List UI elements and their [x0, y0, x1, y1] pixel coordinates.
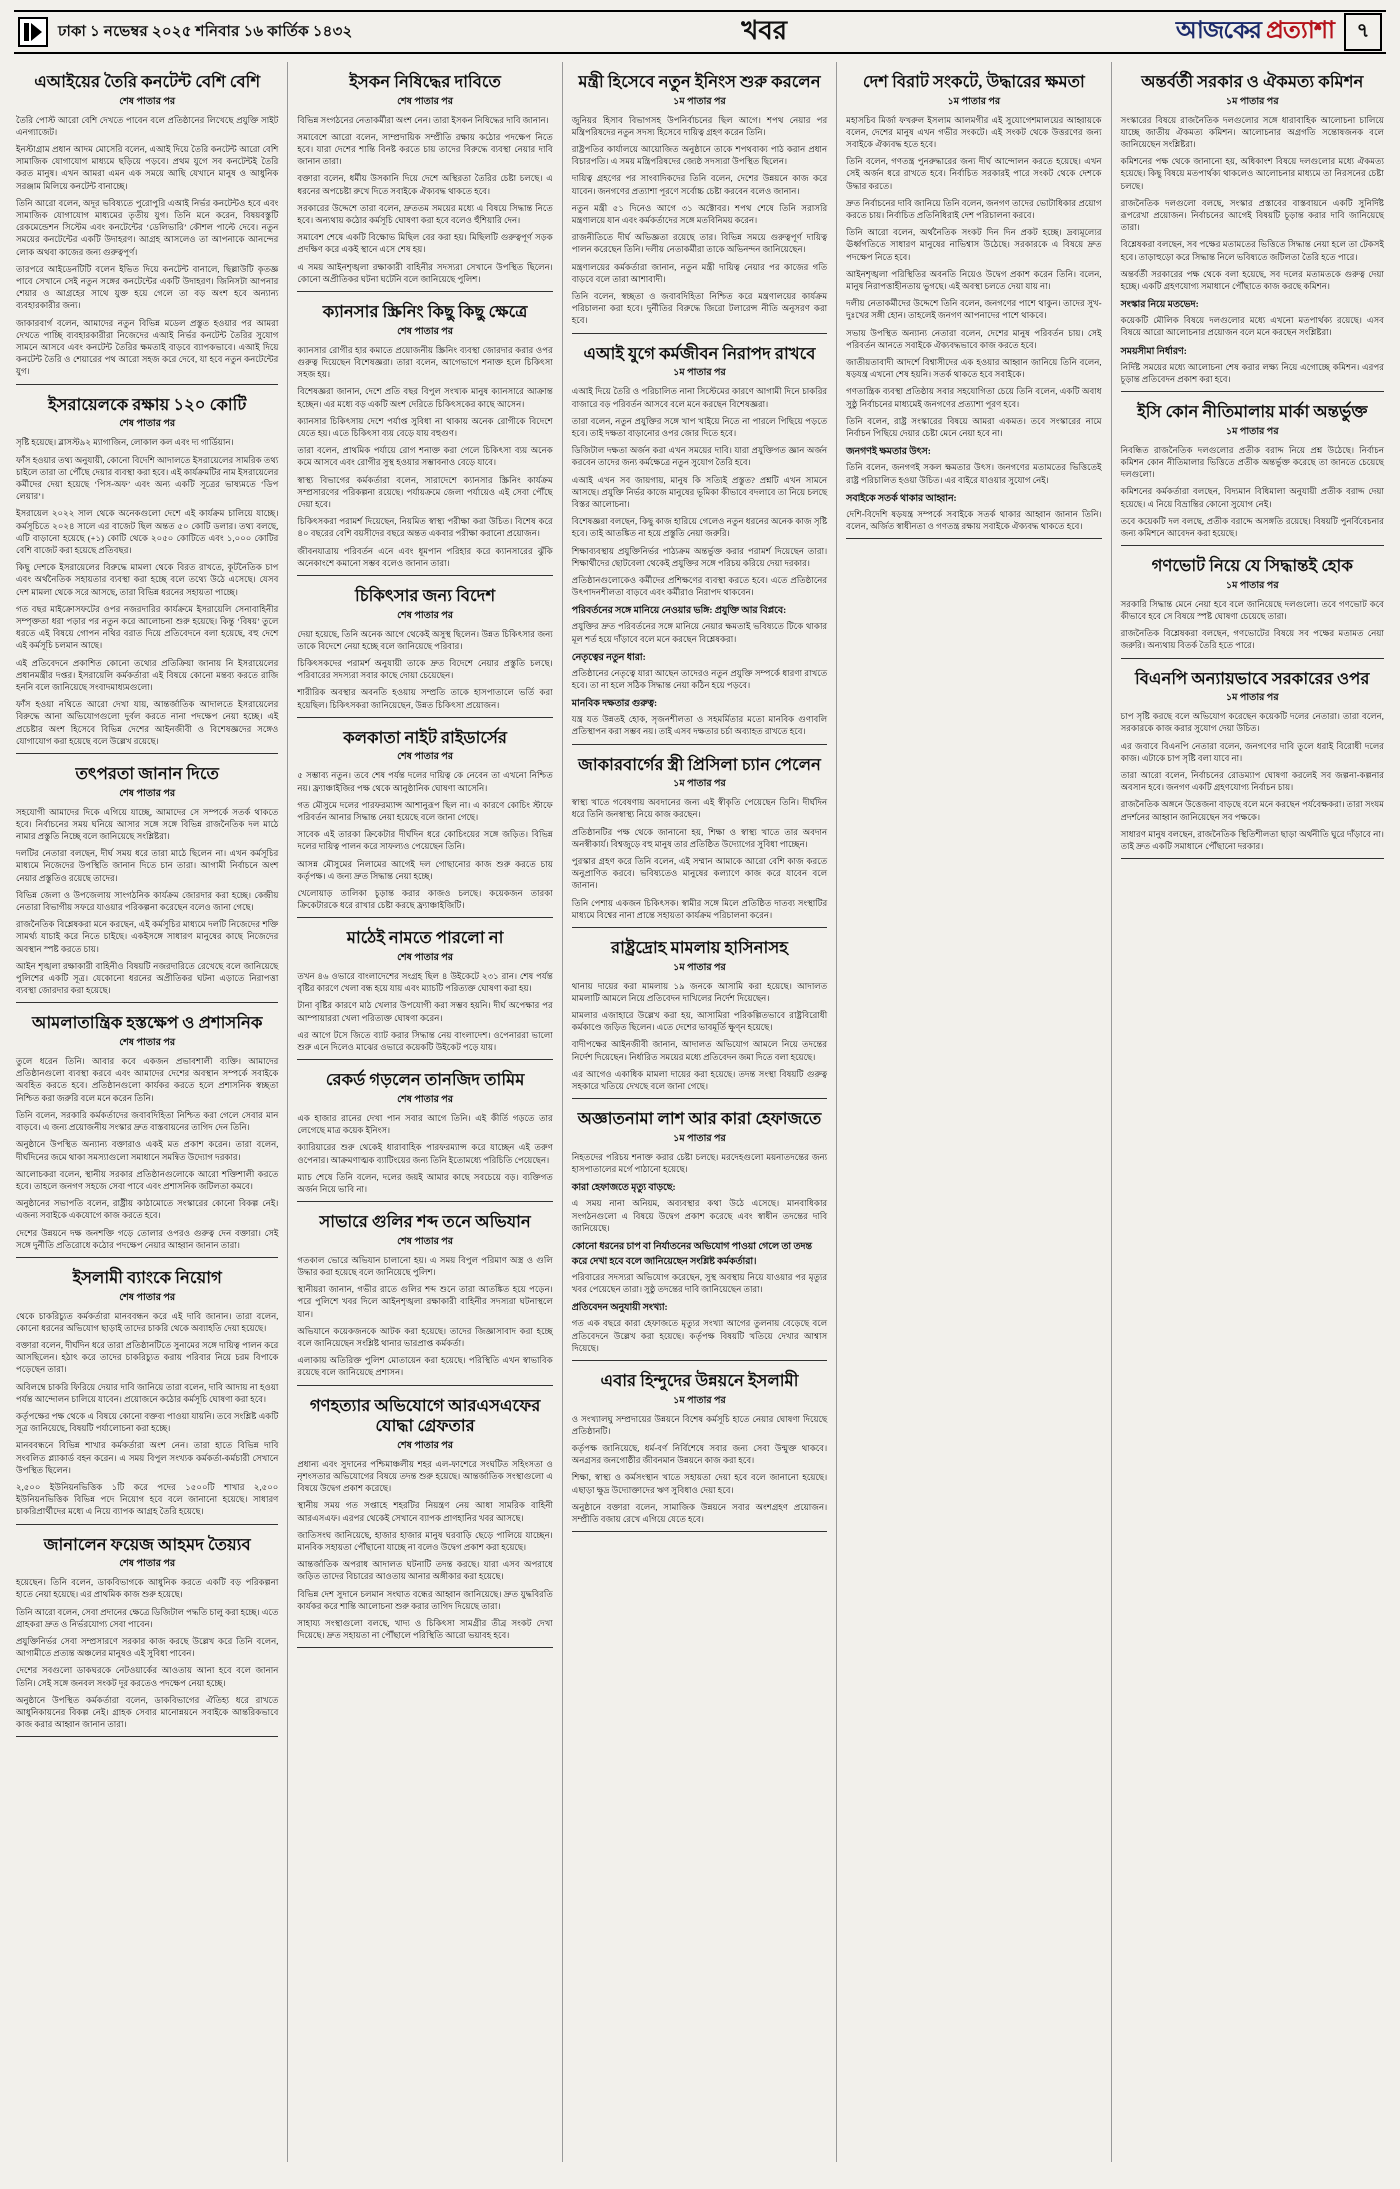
article — [297, 72, 552, 292]
continued-from-label: শেষ পাতার পর — [119, 1291, 176, 1303]
article-paragraph: শারীরিক অবস্থার অবনতি হওয়ায় সম্প্রতি তাকে হাসপাতালে ভর্তি করা হয়েছিল। চিকিৎসকরা জানিয়েছেন, উন্নত চিকিৎসা প্রয়োজন। — [297, 687, 553, 710]
article — [16, 764, 278, 1003]
divider — [1121, 858, 1384, 859]
continued-from-label: ১ম পাতার পর — [673, 778, 726, 790]
article-headline: গণহত্যার অভিযোগে আরএসএফের যোদ্ধা গ্রেফতার — [309, 1395, 541, 1436]
continued-from-label: ১ম পাতার পর — [673, 1132, 726, 1144]
article-paragraph: খেলোয়াড় তালিকা চূড়ান্ত করার কাজও চলছে। কয়েকজন তারকা ক্রিকেটারকে ধরে রাখার চেষ্টা করছে ফ্র্যাঞ্চাইজিটি। — [297, 888, 553, 911]
article-headline: ক্যানসার স্ক্রিনিং কিছু কিছু ক্ষেত্রে — [322, 302, 528, 322]
continued-from-label: শেষ পাতার পর — [119, 787, 176, 799]
divider — [297, 1647, 552, 1648]
article-headline: গণভোট নিয়ে যে সিদ্ধান্তই হোক — [1151, 556, 1353, 576]
continued-from-label: শেষ পাতার পর — [119, 418, 176, 430]
article-paragraph: তিনি আরো বলেন, অর্থনৈতিক সংকট দিন দিন প্রকট হচ্ছে। দ্রব্যমূল্যের ঊর্ধ্বগতিতে সাধারণ মানুষের নাভিশ্বাস উঠেছে। সরকারকে এ বিষয়ে দ্রুত পদক্ষেপ নিতে হবে। — [846, 227, 1102, 262]
article-paragraph: ক্যানসার চিকিৎসায় দেশে পর্যাপ্ত সুবিধা না থাকায় অনেক রোগীকে বিদেশে যেতে হয়। এতে চিকিৎসা ব্যয় বেড়ে যায় বহুগুণ। — [297, 415, 553, 438]
divider — [846, 538, 1101, 539]
article-paragraph: সংস্কারের বিষয়ে রাজনৈতিক দলগুলোর সঙ্গে ধারাবাহিক আলোচনা চালিয়ে যাচ্ছে জাতীয় ঐকমত্য কমিশন। আলোচনার অগ্রগতি সন্তোষজনক বলে জানিয়েছেন সংশ্লিষ্টরা। — [1120, 114, 1384, 150]
article-headline: জানালেন ফয়েজ আহমদ তৈয়্যব — [43, 1534, 251, 1554]
article-paragraph: দলটির নেতারা বলছেন, দীর্ঘ সময় ধরে তারা মাঠে ছিলেন না। এখন কর্মসূচির মাধ্যমে নিজেদের উপস্থিতি জানান দিতে চান তারা। আগামী নির্বাচনে অংশ নেয়ার প্রস্তুতিও রয়েছে তাদের। — [16, 848, 279, 883]
article-paragraph: তবে কয়েকটি দল বলছে, প্রতীক বরাদ্দে অসঙ্গতি রয়েছে। বিষয়টি পুনর্বিবেচনার জন্য কমিশনে আবেদন করা হয়েছে। — [1120, 515, 1384, 538]
article-paragraph: পরিবারের সদস্যরা অভিযোগ করেছেন, সুস্থ অবস্থায় নিয়ে যাওয়ার পর মৃত্যুর খবর পেয়েছেন তারা। সুষ্ঠু তদন্তের দাবি জানিয়েছেন তারা। — [571, 1271, 828, 1295]
article-paragraph: অনুষ্ঠানে বক্তারা বলেন, সামাজিক উন্নয়নে সবার অংশগ্রহণ প্রয়োজন। সম্প্রীতি বজায় রেখে এগিয়ে যেতে হবে। — [571, 1501, 828, 1524]
article-paragraph: এ সময় আইনশৃঙ্খলা রক্ষাকারী বাহিনীর সদস্যরা সেখানে উপস্থিত ছিলেন। কোনো অপ্রীতিকর ঘটনা ঘটেনি বলে জানিয়েছে পুলিশ। — [297, 261, 553, 284]
article-paragraph: কমিশনের পক্ষ থেকে জানানো হয়, অধিকাংশ বিষয়ে দলগুলোর মধ্যে ঐকমত্য হয়েছে। কিছু বিষয়ে মতপার্থক্য থাকলেও আলোচনার মাধ্যমে তা নিরসনের চেষ্টা চলছে। — [1120, 156, 1384, 191]
continued-from-label: শেষ পাতার পর — [397, 952, 454, 964]
continued-from-label: ১ম পাতার পর — [947, 95, 1001, 107]
article — [16, 1268, 278, 1525]
article-paragraph: নিবন্ধিত রাজনৈতিক দলগুলোর প্রতীক বরাদ্দ নিয়ে প্রশ্ন উঠেছে। নির্বাচন কমিশন কোন নীতিমালার ভিত্তিতে প্রতীক অন্তর্ভুক্ত করেছে তা জানতে চেয়েছে দলগুলো। — [1120, 444, 1384, 480]
article-paragraph: দায়িত্ব গ্রহণের পর সাংবাদিকদের তিনি বলেন, দেশের উন্নয়নে কাজ করে যাবেন। জনগণের প্রত্যাশা পূরণে সর্বোচ্চ চেষ্টা করবেন বলেও জানান। — [571, 173, 828, 196]
article-paragraph: গতকাল ভোরে অভিযান চালানো হয়। এ সময় বিপুল পরিমাণ অস্ত্র ও গুলি উদ্ধার করা হয়েছে বলে জানিয়েছে পুলিশ। — [297, 1254, 553, 1277]
article-subheading: পরিবর্তনের সঙ্গে মানিয়ে নেওয়ার ভঙ্গি: প্রযুক্তি আর বিপ্লবে: — [571, 606, 787, 617]
article-paragraph: অন্তর্বর্তী সরকারের পক্ষ থেকে বলা হয়েছে, সব দলের মতামতকে গুরুত্ব দেয়া হচ্ছে। একটি গ্রহণযোগ্য সমাধানে পৌঁছাতে কাজ করছে কমিশন। — [1120, 268, 1384, 292]
article-paragraph: তারপরে আইডেনটিটি বলেন ইভিত দিয়ে কনটেন্ট বানালে, ছিল্লাউটি কৃতজ্ঞ পাবে সেখানে সেই নতুন সঙ্গের কনটেন্টের একটি উদাহরণ। জিনিসটা আপনার শেয়ার ও আগ্রহের সাথে যুক্ত হয়ে গেলে তা বড় অংশ হবে অন্যান্য ব্যবহারকারীর জন্য। — [16, 263, 279, 311]
article-paragraph: মহাসচিব মির্জা ফখরুল ইসলাম আলমগীর এই সুযোগেশমালয়ের আহ্বায়কে বলেন, দেশের মানুষ এখন গভীর সংকটে। এই সংকট থেকে উত্তরণের জন্য সবাইকে ঐক্যবদ্ধ হতে হবে। — [846, 114, 1102, 150]
article-paragraph: মানববন্ধনে বিভিন্ন শাখার কর্মকর্তারা অংশ নেন। তারা হাতে বিভিন্ন দাবি সংবলিত প্ল্যাকার্ড বহন করেন। এ সময় বিপুল সংখ্যক কর্মকর্তা-কর্মচারী সেখানে উপস্থিত ছিলেন। — [16, 1440, 279, 1475]
masthead-date: ঢাকা ১ নভেম্বর ২০২৫ শনিবার ১৬ কার্তিক ১৪৩২ — [58, 23, 353, 40]
article-headline: এআইয়ের তৈরি কনটেন্ট বেশি বেশি — [34, 72, 261, 91]
article-paragraph: দ্রুত নির্বাচনের দাবি জানিয়ে তিনি বলেন, জনগণ তাদের ভোটাধিকার প্রয়োগ করতে চায়। নির্বাচিত প্রতিনিধিরাই দেশ পরিচালনা করবে। — [846, 197, 1102, 221]
logo-word-2: প্রত্যাশা — [1265, 18, 1334, 44]
newspaper-logo — [1176, 12, 1334, 52]
article-paragraph: টানা বৃষ্টির কারণে মাঠ খেলার উপযোগী করা সম্ভব হয়নি। দীর্ঘ অপেক্ষার পর আম্পায়াররা খেলা পরিত্যক্ত ঘোষণা করেন। — [297, 1000, 553, 1023]
article — [1121, 556, 1384, 658]
divider — [297, 575, 552, 576]
article-paragraph: রাজনৈতিক অঙ্গনে উত্তেজনা বাড়ছে বলে মনে করছেন পর্যবেক্ষকরা। তারা সংযম প্রদর্শনের আহ্বান জানিয়েছেন সব পক্ষকে। — [1120, 799, 1384, 822]
divider — [572, 1360, 827, 1361]
article-paragraph: অনুষ্ঠানের সভাপতি বলেন, রাষ্ট্রীয় কাঠামোতে সংস্কারের কোনো বিকল্প নেই। এজন্য সবাইকে একযোগে কাজ করতে হবে। — [16, 1198, 279, 1221]
article-headline: সাভারে গুলির শব্দ তনে অভিযান — [319, 1212, 531, 1232]
article-headline: মন্ত্রী হিসেবে নতুন ইনিংস শুরু করলেন — [578, 72, 821, 91]
continued-from-label: ১ম পাতার পর — [673, 95, 726, 107]
article — [297, 928, 552, 1060]
article-paragraph: এই প্রতিবেদনে প্রকাশিত কোনো তথ্যের প্রতিক্রিয়া জানায় নি ইসরায়েলের প্রধানমন্ত্রীর দপ্তর। ইসরায়েলি কর্মকর্তারা এই বিষয়ে কোনো মন্তব্য করতে রাজি হননি বলে জানিয়েছে সংবাদমাধ্যমগুলো। — [16, 657, 279, 692]
continued-from-label: শেষ পাতার পর — [397, 95, 454, 107]
continued-from-label: ১ম পাতার পর — [1225, 692, 1279, 704]
article-paragraph: জীবনযাত্রায় পরিবর্তন এনে এবং ধূমপান পরিহার করে ক্যানসারের ঝুঁকি অনেকাংশে কমানো সম্ভব বলেও জানান তারা। — [297, 545, 553, 568]
article-paragraph: সৃষ্টি হয়েছে। ব্লাসস্ট৯২ ম্যাগাজিন, লোকাল কল এবং দ্য গার্ডিয়ান। — [16, 437, 234, 448]
article-subheading: মানবিক দক্ষতার গুরুত্ব: — [571, 699, 658, 710]
article-headline: ইসরায়েলকে রক্ষায় ১২০ কোটি — [48, 394, 247, 414]
article-paragraph: এক হাজার রানের দেখা পান সবার আগে তিনি। এই কীর্তি গড়তে তার লেগেছে মাত্র কয়েক ইনিংস। — [297, 1112, 553, 1136]
article — [16, 395, 278, 754]
article-paragraph: তারা বলেন, নতুন প্রযুক্তির সঙ্গে খাপ খাইয়ে নিতে না পারলে পিছিয়ে পড়তে হবে। তাই দক্ষতা বাড়ানোর ওপর জোর দিতে হবে। — [571, 415, 828, 438]
continued-from-label: ১ম পাতার পর — [1225, 579, 1279, 591]
article — [572, 344, 827, 745]
article — [572, 755, 827, 928]
newspaper-column-3 — [563, 62, 837, 2162]
article-paragraph: জুনিয়র হিসাব বিভাগসহ উপনির্বাচনের ছিল আগে। শপথ নেয়ার পর মন্ত্রিপরিষদের নতুন সদস্য হিসেবে দায়িত্ব গ্রহণ করেন তিনি। — [571, 114, 828, 137]
article-paragraph: তিনি বলেন, স্বচ্ছতা ও জবাবদিহিতা নিশ্চিত করে মন্ত্রণালয়ের কার্যক্রম পরিচালনা করা হবে। দুর্নীতির বিরুদ্ধে জিরো টলারেন্স নীতি অনুসরণ করা হবে। — [571, 291, 828, 326]
continued-from-label: শেষ পাতার পর — [397, 1439, 454, 1451]
article-paragraph: সাবেক এই তারকা ক্রিকেটার দীর্ঘদিন ধরে কোচিংয়ের সঙ্গে জড়িত। বিভিন্ন দলের দায়িত্ব পালন করে সাফল্যও পেয়েছেন তিনি। — [297, 829, 553, 852]
continued-from-label: শেষ পাতার পর — [119, 95, 176, 107]
article — [572, 72, 827, 334]
article-paragraph: ক্যারিয়ারের শুরু থেকেই ধারাবাহিক পারফরম্যান্স করে যাচ্ছেন এই তরুণ ওপেনার। আক্রমণাত্মক ব্যাটিংয়ের জন্য তিনি ইতোমধ্যে পরিচিতি পেয়েছেন। — [297, 1142, 553, 1165]
article-paragraph: কিছু দেশকে ইসরায়েলের বিরুদ্ধে মামলা থেকে বিরত রাখতে, কূটনৈতিক চাপ এবং অর্থনৈতিক সহায়তার ব্যবস্থা করা হচ্ছে বলে তথ্যে উঠে এসেছে। যেসব দেশ মামলা থেকে সরে আসছে, তারা বিভিন্ন ধরনের সহায়তা পাচ্ছে। — [16, 562, 279, 597]
article-paragraph: বক্তারা বলেন, দীর্ঘদিন ধরে তারা প্রতিষ্ঠানটিতে সুনামের সঙ্গে দায়িত্ব পালন করে আসছিলেন। হঠাৎ করে তাদের চাকরিচ্যুত করায় পরিবার নিয়ে চরম বিপাকে পড়েছেন তারা। — [16, 1339, 279, 1375]
article-paragraph: দেশি-বিদেশি ষড়যন্ত্র সম্পর্কে সবাইকে সতর্ক থাকার আহ্বান জানান তিনি। বলেন, অর্জিত স্বাধীনতা ও গণতন্ত্র রক্ষায় সবাইকে ঐক্যবদ্ধ থাকতে হবে। — [846, 508, 1102, 531]
article-paragraph: যন্ত্র যত উন্নতই হোক, সৃজনশীলতা ও সহমর্মিতার মতো মানবিক গুণাবলি প্রতিস্থাপন করা সম্ভব নয়। তাই এসব দক্ষতার চর্চা অব্যাহত রাখতে হবে। — [571, 714, 828, 737]
article-subheading: জনগণই ক্ষমতার উৎস: — [846, 447, 931, 458]
article-headline: দেশ বিরাট সংকটে, উদ্ধারের ক্ষমতা — [862, 72, 1085, 91]
article-paragraph: বাদীপক্ষের আইনজীবী জানান, আদালত অভিযোগ আমলে নিয়ে তদন্তের নির্দেশ দিয়েছেন। নির্ধারিত সময়ের মধ্যে প্রতিবেদন জমা দিতে বলা হয়েছে। — [571, 1039, 828, 1062]
article-paragraph: কর্তৃপক্ষ জানিয়েছে, ধর্ম-বর্ণ নির্বিশেষে সবার জন্য সেবা উন্মুক্ত থাকবে। অনগ্রসর জনগোষ্ঠীর জীবনমান উন্নয়নে কাজ করা হবে। — [571, 1442, 828, 1466]
article-paragraph: রাজনীতিতে দীর্ঘ অভিজ্ঞতা রয়েছে তার। বিভিন্ন সময়ে গুরুত্বপূর্ণ দায়িত্ব পালন করেছেন তিনি। দলীয় নেতাকর্মীরা তাকে অভিনন্দন জানিয়েছেন। — [571, 232, 828, 255]
newspaper-column-1 — [14, 62, 288, 2162]
article-paragraph: শিক্ষাব্যবস্থায় প্রযুক্তিনির্ভর পাঠ্যক্রম অন্তর্ভুক্ত করার পরামর্শ দিয়েছেন তারা। শিক্ষার্থীদের ছোটবেলা থেকেই প্রযুক্তির সঙ্গে পরিচয় করিয়ে দেয়া দরকার। — [571, 545, 828, 568]
article-paragraph: রাজনৈতিক বিশ্লেষকরা মনে করছেন, এই কর্মসূচির মাধ্যমে দলটি নিজেদের শক্তি সামর্থ্য যাচাই করে নিতে চাইছে। একইসঙ্গে সাধারণ মানুষের কাছে নিজেদের অবস্থান স্পষ্ট করতে চায়। — [16, 919, 279, 954]
article-paragraph: স্থানীয়রা জানান, গভীর রাতে গুলির শব্দ শুনে তারা আতঙ্কিত হয়ে পড়েন। পরে পুলিশে খবর দিলে আইনশৃঙ্খলা রক্ষাকারী বাহিনীর সদস্যরা ঘটনাস্থলে যান। — [297, 1284, 553, 1319]
divider — [572, 744, 827, 745]
newspaper-column-2 — [288, 62, 562, 2162]
article-paragraph: অনুষ্ঠানে উপস্থিত কর্মকর্তারা বলেন, ডাকবিভাগের ঐতিহ্য ধরে রাখতে আধুনিকায়নের বিকল্প নেই। গ্রাহক সেবার মানোন্নয়নে সবাইকে আন্তরিকভাবে কাজ করার আহ্বান জানান তারা। — [16, 1694, 279, 1730]
article-paragraph: জাতিসংঘ জানিয়েছে, হাজার হাজার মানুষ ঘরবাড়ি ছেড়ে পালিয়ে যাচ্ছেন। মানবিক সহায়তা পৌঁছানো যাচ্ছে না বলেও উদ্বেগ প্রকাশ করা হয়েছে। — [297, 1529, 553, 1553]
article-paragraph: গণতান্ত্রিক ব্যবস্থা প্রতিষ্ঠায় সবার সহযোগিতা চেয়ে তিনি বলেন, একটি অবাধ সুষ্ঠু নির্বাচনের মাধ্যমেই জনগণের প্রত্যাশা পূরণ হবে। — [846, 386, 1102, 409]
divider — [297, 1385, 552, 1386]
article-paragraph: কর্তৃপক্ষের পক্ষ থেকে এ বিষয়ে কোনো বক্তব্য পাওয়া যায়নি। তবে সংশ্লিষ্ট একটি সূত্র জানিয়েছে, বিষয়টি পর্যালোচনা করা হচ্ছে। — [16, 1410, 279, 1434]
continued-from-label: ১ম পাতার পর — [673, 367, 726, 379]
article-paragraph: এআই এখন সব জায়গায়, মানুষ কি সত্যিই প্রস্তুত? প্রশ্নটি এখন সামনে আসছে। প্রযুক্তি নির্ভর কাজে মানুষের ভূমিকা কীভাবে বদলাবে তা নিয়ে চলছে বিস্তর আলোচনা। — [571, 474, 828, 509]
article-paragraph: সহযোগী আমাদের দিকে এগিয়ে যাচ্ছে, আমাদের সে সম্পর্কে সতর্ক থাকতে হবে। নির্বাচনের সময় ঘনিয়ে আসার সঙ্গে সঙ্গে বিভিন্ন রাজনৈতিক দল মাঠে নামার প্রস্তুতি নিচ্ছে বলে জানিয়েছে সংশ্লিষ্টরা। — [16, 806, 279, 842]
divider — [16, 1002, 278, 1003]
article-paragraph: বিশ্লেষকরা বলছেন, সব পক্ষের মতামতের ভিত্তিতে সিদ্ধান্ত নেয়া হলে তা টেকসই হবে। তাড়াহুড়ো করে সিদ্ধান্ত নিলে ভবিষ্যতে জটিলতা তৈরি হতে পারে। — [1120, 239, 1384, 262]
article-paragraph: পুরস্কার গ্রহণ করে তিনি বলেন, এই সম্মান আমাকে আরো বেশি কাজ করতে অনুপ্রাণিত করবে। ভবিষ্যতেও মানুষের কল্যাণে কাজ করে যাবেন বলে জানান। — [571, 856, 828, 891]
article-paragraph: প্রযুক্তিনির্ভর সেবা সম্প্রসারণে সরকার কাজ করছে উল্লেখ করে তিনি বলেন, আগামীতে প্রত্যন্ত অঞ্চলের মানুষও এই সুবিধা পাবেন। — [16, 1636, 279, 1659]
continued-from-label: শেষ পাতার পর — [119, 1558, 176, 1570]
article-paragraph: আলোচকরা বলেন, স্থানীয় সরকার প্রতিষ্ঠানগুলোকে আরো শক্তিশালী করতে হবে। তাহলে জনগণ সহজে সেবা পাবে এবং প্রশাসনিক জটিলতা কমবে। — [16, 1168, 279, 1191]
masthead — [14, 10, 1386, 54]
article-paragraph: সাহায্য সংস্থাগুলো বলছে, খাদ্য ও চিকিৎসা সামগ্রীর তীব্র সংকট দেখা দিয়েছে। দ্রুত সহায়তা না পৌঁছালে পরিস্থিতি আরো ভয়াবহ হবে। — [297, 1618, 553, 1641]
article-paragraph: গত এক বছরে কারা হেফাজতে মৃত্যুর সংখ্যা আগের তুলনায় বেড়েছে বলে প্রতিবেদনে উল্লেখ করা হয়েছে। কর্তৃপক্ষ বিষয়টি খতিয়ে দেখার আশ্বাস দিয়েছে। — [571, 1318, 828, 1353]
divider — [572, 1531, 827, 1532]
article-paragraph: অনুষ্ঠানে উপস্থিত অন্যান্য বক্তারাও একই মত প্রকাশ করেন। তারা বলেন, দীর্ঘদিনের জমে থাকা সমস্যাগুলো সমাধানে সমন্বিত উদ্যোগ দরকার। — [16, 1139, 279, 1162]
article-paragraph: রাষ্ট্রপতির কার্যালয়ে আয়োজিত অনুষ্ঠানে তাকে শপথবাক্য পাঠ করান প্রধান বিচারপতি। এ সময় মন্ত্রিপরিষদের জ্যেষ্ঠ সদস্যরা উপস্থিত ছিলেন। — [571, 144, 828, 167]
article-paragraph: এর জবাবে বিএনপি নেতারা বলেন, জনগণের দাবি তুলে ধরাই বিরোধী দলের কাজ। এটাকে চাপ সৃষ্টি বলা যাবে না। — [1120, 740, 1384, 763]
flag-icon — [18, 17, 48, 47]
article-paragraph: তিনি বলেন, রাষ্ট্র সংস্কারের বিষয়ে আমরা একমত। তবে সংস্কারের নামে নির্বাচন পিছিয়ে দেয়ার চেষ্টা মেনে নেয়া হবে না। — [846, 415, 1102, 439]
article-paragraph: গত বছর মাইক্রোসফটের ওপর নজরদারির কার্যক্রমে ইসরায়েলি সেনাবাহিনীর সম্পৃক্ততা ধরা পড়ার পর নতুন করে আলোচনা শুরু হয়েছে। কিন্তু ‘বিষয়’ তুলে ধরতে এই বিষয়ে গোপন নথির বরাত দিয়ে প্রতিবেদনে বলা হয়েছে, বহু দেশে এই কর্মসূচি চলমান আছে। — [16, 603, 279, 651]
divider — [297, 717, 552, 718]
article-subheading: সময়সীমা নির্ধারণ: — [1120, 346, 1187, 357]
article-paragraph: তিনি বলেন, জনগণই সকল ক্ষমতার উৎস। জনগণের মতামতের ভিত্তিতেই রাষ্ট্র পরিচালিত হওয়া উচিত। এর বাইরে যাওয়ার সুযোগ নেই। — [846, 462, 1102, 485]
article-paragraph: ডিজিটাল দক্ষতা অর্জন করা এখন সময়ের দাবি। যারা প্রযুক্তিগত জ্ঞান অর্জন করবেন তাদের জন্য কর্মক্ষেত্রে নতুন সুযোগ তৈরি হবে। — [571, 445, 828, 468]
article — [846, 72, 1101, 539]
divider — [297, 291, 552, 292]
article-paragraph: জাকারবার্গ বলেন, আমাদের নতুন বিভিন্ন মডেল প্রস্তুত হওয়ার পর আমরা দেখতে পাচ্ছি ব্যবহারকারীরা নিজেদের এআই নির্ভর কনটেন্ট তৈরির সুযোগ সামনে আসবে এবং কনটেন্ট তৈরির ক্ষমতাই বাড়বে ব্যাপকভাবে। এআই দিয়ে কনটেন্ট তৈরি ও শেয়ারের পথ আরো সহজ করে দেবে, যা হবে নতুন কনটেন্টের যুগ। — [16, 317, 279, 377]
article-paragraph: জাতীয়তাবাদী আদর্শে বিশ্বাসীদের এক হওয়ার আহ্বান জানিয়ে তিনি বলেন, ষড়যন্ত্র এখনো শেষ হয়নি। সতর্ক থাকতে হবে সবাইকে। — [846, 357, 1102, 380]
article-paragraph: ইসরায়েল ২০২২ সাল থেকে অনেকগুলো দেশে এই কার্যক্রম চালিয়ে যাচ্ছে। কর্মসূচিতে ২০২৪ সালে এর বাজেট ছিল অন্তত ৫০ কোটি ডলার। তথ্য বলছে, এটি বাড়ানো হয়েছে (+১) কোটি থেকে ২০৫০ কোটিতে এবং ১,০০০ কোটির বেশি বাজেট করা হয়েছে প্রতিবছর। — [16, 508, 279, 555]
article-paragraph: সভায় উপস্থিত অন্যান্য নেতারা বলেন, দেশের মানুষ পরিবর্তন চায়। সেই পরিবর্তন আনতে সবাইকে ঐক্যবদ্ধভাবে কাজ করতে হবে। — [846, 327, 1102, 350]
article-paragraph: তখন ৪৬ ওভারে বাংলাদেশের সংগ্রহ ছিল ৪ উইকেটে ২৩১ রান। শেষ পর্যন্ত বৃষ্টির কারণে খেলা বন্ধ হয়ে যায় এবং ম্যাচটি পরিত্যক্ত ঘোষণা করা হয়। — [297, 971, 553, 994]
page-number: ৭ — [1344, 13, 1382, 51]
article-paragraph: স্বাস্থ্য খাতে গবেষণায় অবদানের জন্য এই স্বীকৃতি পেয়েছেন তিনি। দীর্ঘদিন ধরে তিনি জনস্বাস্থ্য নিয়ে কাজ করছেন। — [571, 797, 828, 820]
article-paragraph: মন্ত্রণালয়ের কর্মকর্তারা জানান, নতুন মন্ত্রী দায়িত্ব নেয়ার পর কাজের গতি বাড়বে বলে তারা আশাবাদী। — [571, 261, 828, 284]
article-paragraph: বিভিন্ন সংগঠনের নেতাকর্মীরা অংশ নেন। তারা ইসকন নিষিদ্ধের দাবি জানান। — [297, 114, 549, 125]
article-paragraph: তিনি বলেন, গণতন্ত্র পুনরুদ্ধারের জন্য দীর্ঘ আন্দোলন করতে হয়েছে। এখন সেই অর্জন ধরে রাখতে হবে। নির্বাচিত সরকারই পারে সংকট থেকে দেশকে উদ্ধার করতে। — [846, 156, 1102, 191]
article-paragraph: ইনস্টাগ্রাম প্রধান আদম মোসেরি বলেন, এআই দিয়ে তৈরি কনটেন্ট আরো বেশি সামাজিক যোগাযোগ মাধ্যমে ছড়িয়ে পড়বে। প্রথম যুগে সব কনটেন্টই তৈরি করত মানুষ। এখন আমরা এমন এক সময়ে আছি যেখানে মানুষ ও আধুনিক সরঞ্জাম মিলিয়ে কনটেন্ট বানাচ্ছে। — [16, 144, 279, 191]
article-paragraph: ও সংখ্যালঘু সম্প্রদায়ের উন্নয়নে বিশেষ কর্মসূচি হাতে নেয়ার ঘোষণা দিয়েছে প্রতিষ্ঠানটি। — [571, 1413, 828, 1436]
article-paragraph: প্রযুক্তির দ্রুত পরিবর্তনের সঙ্গে মানিয়ে নেয়ার ক্ষমতাই ভবিষ্যতে টিকে থাকার মূল শর্ত হয়ে দাঁড়াবে বলে মনে করছেন বিশ্লেষকরা। — [571, 621, 828, 644]
article — [297, 302, 552, 576]
logo-word-1: আজকের — [1175, 18, 1261, 44]
article-paragraph: ম্যাচ শেষে তিনি বলেন, দলের জয়ই আমার কাছে সবচেয়ে বড়। ব্যক্তিগত অর্জন নিয়ে ভাবি না। — [297, 1171, 553, 1194]
article-paragraph: দেয়া হয়েছে, তিনি অনেক আগে থেকেই অসুস্থ ছিলেন। উন্নত চিকিৎসার জন্য তাকে বিদেশে নেয়া হচ্ছে বলে জানিয়েছে পরিবার। — [297, 628, 553, 651]
newspaper-column-4 — [837, 62, 1111, 2162]
article-paragraph: আইনশৃঙ্খলা পরিস্থিতির অবনতি নিয়েও উদ্বেগ প্রকাশ করেন তিনি। বলেন, মানুষ নিরাপত্তাহীনতায় ভুগছে। এই অবস্থা চলতে দেয়া যায় না। — [846, 268, 1102, 292]
article-paragraph: সরকারের উদ্দেশে তারা বলেন, দ্রুততম সময়ের মধ্যে এ বিষয়ে সিদ্ধান্ত নিতে হবে। অন্যথায় কঠোর কর্মসূচি ঘোষণা করা হবে বলেও হুঁশিয়ারি দেন। — [297, 202, 553, 226]
article-subheading: সবাইকে সতর্ক থাকার আহ্বান: — [846, 493, 957, 504]
article-paragraph: দেশের সবগুলো ডাকঘরকে নেটওয়ার্কের আওতায় আনা হবে বলে জানান তিনি। সেই সঙ্গে জনবল সংকট দূর করতেও পদক্ষেপ নেয়া হচ্ছে। — [16, 1665, 279, 1688]
article-subheading: নেতৃত্বের নতুন ধারা: — [571, 652, 646, 663]
divider — [297, 1059, 552, 1060]
article — [1121, 402, 1384, 546]
article — [1121, 72, 1384, 392]
section-title: খবর — [741, 16, 788, 45]
article-paragraph: বিভিন্ন জেলা ও উপজেলায় সাংগঠনিক কার্যক্রম জোরদার করা হচ্ছে। কেন্দ্রীয় নেতারা বিভাগীয় সফরে যাওয়ার পরিকল্পনা করেছেন বলেও জানা গেছে। — [16, 889, 279, 913]
article-paragraph: বিভিন্ন দেশ সুদানে চলমান সংঘাত বন্ধের আহ্বান জানিয়েছে। দ্রুত যুদ্ধবিরতি কার্যকর করে শান্তি আলোচনা শুরু করার তাগিদ দিয়েছে তারা। — [297, 1588, 553, 1611]
continued-from-label: ১ম পাতার পর — [673, 961, 726, 973]
article-paragraph: সমাবেশ শেষে একটি বিক্ষোভ মিছিল বের করা হয়। মিছিলটি গুরুত্বপূর্ণ সড়ক প্রদক্ষিণ করে একই স্থানে এসে শেষ হয়। — [297, 232, 553, 255]
continued-from-label: শেষ পাতার পর — [397, 325, 454, 337]
article-paragraph: নতুন মন্ত্রী ৫১ দিনেও আগে ৩১ অক্টোবর। শপথ শেষে তিনি সরাসরি মন্ত্রণালয়ে যান এবং কর্মকর্তাদের সঙ্গে মতবিনিময় করেন। — [571, 202, 828, 226]
article-headline: বিএনপি অন্যায়ভাবে সরকারের ওপর — [1135, 668, 1370, 688]
article-paragraph: বিশেষজ্ঞরা বলছেন, কিছু কাজ হারিয়ে গেলেও নতুন ধরনের অনেক কাজ সৃষ্টি হবে। তাই আতঙ্কিত না হয়ে প্রস্তুতি নেয়া জরুরি। — [571, 516, 828, 539]
article-paragraph: মামলার এজাহারে উল্লেখ করা হয়, আসামিরা পরিকল্পিতভাবে রাষ্ট্রবিরোধী কর্মকাণ্ডে জড়িত ছিলেন। এতে দেশের ভাবমূর্তি ক্ষুণ্ন হয়েছে। — [571, 1010, 828, 1033]
article-paragraph: প্রতিষ্ঠানগুলোকেও কর্মীদের প্রশিক্ষণের ব্যবস্থা করতে হবে। এতে প্রতিষ্ঠানের উৎপাদনশীলতা বাড়বে এবং কর্মীরাও নিরাপদ থাকবেন। — [571, 574, 828, 598]
article-paragraph: প্রধান্য এবং সুদানের পশ্চিমাঞ্চলীয় শহর এল-ফাশেরে সংঘটিত সহিংসতা ও নৃশংসতার অভিযোগের বিষয়ে তদন্ত শুরু হয়েছে। আন্তর্জাতিক সংস্থাগুলো এ বিষয়ে উদ্বেগ প্রকাশ করেছে। — [297, 1458, 553, 1494]
article-paragraph: তৈরি পোস্ট আরো বেশি দেখতে পাবেন বলে প্রতিষ্ঠানের লিখেছে প্রযুক্তি সাইট এনগ্যাজেট। — [16, 114, 279, 137]
divider — [572, 927, 827, 928]
article-headline: ইসকন নিষিদ্ধের দাবিতে — [349, 72, 501, 91]
article — [297, 1396, 552, 1649]
article-paragraph: আসন্ন মৌসুমের নিলামের আগেই দল গোছানোর কাজ শুরু করতে চায় কর্তৃপক্ষ। এ জন্য দ্রুত সিদ্ধান্ত নেয়া হচ্ছে। — [297, 858, 553, 881]
newspaper-column-5 — [1112, 62, 1386, 2162]
article-paragraph: গত মৌসুমে দলের পারফরম্যান্স আশানুরূপ ছিল না। এ কারণে কোচিং স্টাফে পরিবর্তন আনার সিদ্ধান্ত নেয়া হয়েছে বলে জানা গেছে। — [297, 799, 553, 823]
article-paragraph: তারা বলেন, প্রাথমিক পর্যায়ে রোগ শনাক্ত করা গেলে চিকিৎসা ব্যয় অনেক কমে আসবে এবং রোগীর সুস্থ হওয়ার সম্ভাবনাও বেড়ে যাবে। — [297, 445, 553, 468]
article-paragraph: ক্যানসার রোগীর হার কমাতে প্রয়োজনীয় স্ক্রিনিং ব্যবস্থা জোরদার করার ওপর গুরুত্ব দিয়েছেন বিশেষজ্ঞরা। তারা বলেন, আগেভাগে শনাক্ত হলে চিকিৎসা সহজ হয়। — [297, 344, 553, 380]
article-paragraph: ৫ সম্ভাব্য নতুন। তবে শেষ পর্যন্ত দলের দায়িত্ব কে নেবেন তা এখনো নিশ্চিত নয়। ফ্র্যাঞ্চাইজির পক্ষ থেকে আনুষ্ঠানিক ঘোষণা আসেনি। — [297, 770, 553, 793]
article-paragraph: তারা আরো বলেন, নির্বাচনের রোডম্যাপ ঘোষণা করলেই সব জল্পনা-কল্পনার অবসান হবে। জনগণ একটি গ্রহণযোগ্য নির্বাচন চায়। — [1120, 770, 1384, 793]
article — [572, 938, 827, 1099]
article-headline: ইসলামী ব্যাংকে নিয়োগ — [72, 1267, 222, 1287]
article — [297, 1212, 552, 1385]
continued-from-label: শেষ পাতার পর — [397, 609, 454, 621]
article-headline: এবার হিন্দুদের উন্নয়নে ইসলামী — [600, 1370, 799, 1390]
divider — [1121, 658, 1384, 659]
masthead-left — [18, 17, 353, 47]
divider — [297, 1201, 552, 1202]
article — [297, 1070, 552, 1202]
article-paragraph: শিক্ষা, স্বাস্থ্য ও কর্মসংস্থান খাতে সহায়তা দেয়া হবে বলে জানানো হয়েছে। এছাড়া ক্ষুদ্র উদ্যোক্তাদের ঋণ সুবিধাও দেয়া হবে। — [571, 1472, 828, 1495]
article-paragraph: সাধারণ মানুষ বলছেন, রাজনৈতিক স্থিতিশীলতা ছাড়া অর্থনীতি ঘুরে দাঁড়াবে না। তাই দ্রুত একটি সমাধানে পৌঁছানো দরকার। — [1120, 828, 1384, 852]
article-paragraph: এলাকায় অতিরিক্ত পুলিশ মোতায়েন করা হয়েছে। পরিস্থিতি এখন স্বাভাবিক রয়েছে বলে জানিয়েছে প্রশাসন। — [297, 1355, 553, 1378]
article-headline: আমলাতান্ত্রিক হস্তক্ষেপ ও প্রশাসনিক — [31, 1013, 263, 1033]
article-paragraph: তুলে ধরেন তিনি। আবার কবে একজন প্রভাবশালী ব্যক্তি। আমাদের প্রতিষ্ঠানগুলো ব্যবস্থা করবে এবং আমাদের দেশের অবস্থান সম্পর্কে সবাইকে অবহিত করতে হবে। প্রতিষ্ঠানগুলো কার্যকর করতে হলে প্রশাসনিক স্বচ্ছতা নিশ্চিত করা জরুরি বলে মনে করেন তিনি। — [16, 1056, 279, 1103]
article-paragraph: কমিশনের কর্মকর্তারা বলছেন, বিদ্যমান বিধিমালা অনুযায়ী প্রতীক বরাদ্দ দেয়া হয়েছে। এ নিয়ে বিভ্রান্তির কোনো সুযোগ নেই। — [1120, 486, 1384, 509]
article-headline: চিকিৎসার জন্য বিদেশ — [355, 585, 496, 605]
divider — [16, 1524, 278, 1525]
article-paragraph: স্বাস্থ্য বিভাগের কর্মকর্তারা বলেন, সারাদেশে ক্যানসার স্ক্রিনিং কার্যক্রম সম্প্রসারণের পরিকল্পনা রয়েছে। পর্যায়ক্রমে জেলা পর্যায়েও এই সেবা পৌঁছে দেয়া হবে। — [297, 474, 553, 509]
article-paragraph: আন্তর্জাতিক অপরাধ আদালত ঘটনাটি তদন্ত করছে। যারা এসব অপরাধে জড়িত তাদের বিচারের আওতায় আনার অঙ্গীকার করা হয়েছে। — [297, 1559, 553, 1582]
article-headline: তৎপরতা জানান দিতে — [75, 763, 219, 783]
article-paragraph: এর আগে টসে জিতে ব্যাট করার সিদ্ধান্ত নেয় বাংলাদেশ। ওপেনাররা ভালো শুরু এনে দিলেও মাঝের ওভারে কয়েকটি উইকেট পড়ে যায়। — [297, 1029, 553, 1053]
article — [572, 1109, 827, 1361]
article — [16, 1013, 278, 1257]
article-headline: এআই যুগে কর্মজীবন নিরাপদ রাখবে — [583, 343, 816, 363]
continued-from-label: শেষ পাতার পর — [397, 1235, 454, 1247]
divider — [16, 753, 278, 754]
continued-from-label: ১ম পাতার পর — [1225, 425, 1279, 437]
article-headline: জাকারবার্গের স্ত্রী প্রিসিলা চ্যান পেলেন — [578, 754, 821, 774]
article-headline: অন্তর্বর্তী সরকার ও ঐকমত্য কমিশন — [1141, 72, 1364, 91]
article-paragraph: এর আগেও একাধিক মামলা দায়ের করা হয়েছে। তদন্ত সংস্থা বিষয়টি গুরুত্ব সহকারে খতিয়ে দেখছে বলে জানা গেছে। — [571, 1068, 828, 1092]
continued-from-label: শেষ পাতার পর — [397, 1093, 454, 1105]
article-paragraph: এ সময় নানা অনিয়ম, অব্যবস্থার কথা উঠে এসেছে। মানবাধিকার সংগঠনগুলো এ বিষয়ে উদ্বেগ প্রকাশ করেছে এবং স্বাধীন তদন্তের দাবি জানিয়েছে। — [571, 1198, 828, 1233]
article-paragraph: হয়েছেন। তিনি বলেন, ডাকবিভাগকে আধুনিক করতে একটি বড় পরিকল্পনা হাতে নেয়া হয়েছে। এর প্রাথমিক কাজ শুরু হয়েছে। — [16, 1577, 279, 1600]
article-paragraph: রাজনৈতিক বিশ্লেষকরা বলছেন, গণভোটের বিষয়ে সব পক্ষের মতামত নেয়া জরুরি। অন্যথায় বিতর্ক তৈরি হতে পারে। — [1120, 628, 1384, 651]
continued-from-label: শেষ পাতার পর — [119, 1037, 176, 1049]
article — [1121, 669, 1384, 860]
article-subheading: সংস্কার নিয়ে মতভেদ: — [1120, 300, 1199, 311]
article — [16, 1535, 278, 1738]
divider — [16, 1257, 278, 1258]
article-paragraph: প্রতিষ্ঠানের নেতৃত্বে যারা আছেন তাদেরও নতুন প্রযুক্তি সম্পর্কে ধারণা রাখতে হবে। তা না হলে সঠিক সিদ্ধান্ত নেয়া কঠিন হয়ে পড়বে। — [571, 667, 828, 690]
article-paragraph: রাজনৈতিক দলগুলো বলছে, সংস্কার প্রস্তাবের বাস্তবায়নে একটি সুনির্দিষ্ট রূপরেখা প্রয়োজন। নির্বাচনের আগেই বিষয়টি চূড়ান্ত করার দাবি জানিয়েছে তারা। — [1120, 197, 1384, 233]
article-paragraph: স্থানীয় সময় গত সপ্তাহে শহরটির নিয়ন্ত্রণ নেয় আধা সামরিক বাহিনী আরএসএফ। এরপর থেকেই সেখানে ব্যাপক প্রাণহানির খবর আসছে। — [297, 1500, 553, 1523]
article-subheading: প্রতিবেদন অনুযায়ী সংখ্যা: — [571, 1303, 668, 1314]
article — [16, 72, 278, 385]
article-headline: কলকাতা নাইট রাইডার্সের — [343, 727, 507, 747]
masthead-right — [1176, 12, 1382, 52]
article-paragraph: থানায় দায়ের করা মামলায় ১৯ জনকে আসামি করা হয়েছে। আদালত মামলাটি আমলে নিয়ে প্রতিবেদন দাখিলের নির্দেশ দিয়েছেন। — [571, 980, 828, 1003]
article-paragraph: সমাবেশে আরো বলেন, সাম্প্রদায়িক সম্প্রীতি রক্ষায় কঠোর পদক্ষেপ নিতে হবে। যারা দেশের শান্তি বিনষ্ট করতে চায় তাদের বিরুদ্ধে ব্যবস্থা নেয়ার দাবি জানান তারা। — [297, 131, 553, 167]
divider — [572, 333, 827, 334]
column-container — [14, 62, 1386, 2162]
article — [297, 728, 552, 919]
article-paragraph: ফাঁস হওয়ার তথ্য অনুযায়ী, কোনো বিদেশি আদালতে ইসরায়েলের সামরিক তথ্য চাইলে তারা তা পৌঁছে দেয়ার ব্যবস্থা করা হবে। এই কার্যক্রমটির নাম ইসরায়েলের কর্মীদের দেয়া হয়েছে ‘পিস-অফ’ এবং অন্য একটি সূত্রের ভাষ্যমতে ‘ডিপ লেয়ার’। — [16, 454, 279, 502]
article-paragraph: তিনি আরো বলেন, সেবা প্রদানের ক্ষেত্রে ডিজিটাল পদ্ধতি চালু করা হচ্ছে। এতে গ্রাহকরা দ্রুত ও নির্ভরযোগ্য সেবা পাবেন। — [16, 1606, 279, 1629]
article-paragraph: ২,৫০০ ইউনিয়নভিত্তিক ১টি করে পদের ১৫০০টি শাখার ২,৫০০ ইউনিয়নভিত্তিক বিভিন্ন পদে নিয়োগ হবে বলে জানানো হয়েছে। সাধারণ চাকরিপ্রার্থীদের মধ্যে এ নিয়ে ব্যাপক আগ্রহ তৈরি হয়েছে। — [16, 1481, 279, 1517]
article-paragraph: তিনি বলেন, সরকারি কর্মকর্তাদের জবাবদিহিতা নিশ্চিত করা গেলে সেবার মান বাড়বে। এ জন্য প্রয়োজনীয় সংস্কার দ্রুত বাস্তবায়নের তাগিদ দেন তিনি। — [16, 1109, 279, 1133]
article-paragraph: কয়েকটি মৌলিক বিষয়ে দলগুলোর মধ্যে এখনো মতপার্থক্য রয়েছে। এসব বিষয়ে আরো আলোচনার প্রয়োজন বলে মনে করছেন সংশ্লিষ্টরা। — [1120, 315, 1384, 338]
article-paragraph: থেকে চাকরিচ্যুত কর্মকর্তারা মানববন্ধন করে এই দাবি জানান। তারা বলেন, কোনো ধরনের অভিযোগ ছাড়াই তাদের চাকরি থেকে অব্যাহতি দেয়া হয়েছে। — [16, 1310, 279, 1333]
article-paragraph: বিশেষজ্ঞরা জানান, দেশে প্রতি বছর বিপুল সংখ্যক মানুষ ক্যানসারে আক্রান্ত হচ্ছেন। এর মধ্যে বড় একটি অংশ দেরিতে চিকিৎসকের কাছে আসেন। — [297, 386, 553, 409]
continued-from-label: ১ম পাতার পর — [673, 1394, 726, 1406]
article-headline: রাষ্ট্রদ্রোহ মামলায় হাসিনাসহ — [611, 938, 788, 958]
article-paragraph: চাপ সৃষ্টি করছে বলে অভিযোগ করেছেন কয়েকটি দলের নেতারা। তারা বলেন, সরকারকে কাজ করার সুযোগ দেয়া উচিত। — [1120, 711, 1384, 734]
article-subheading: কোনো ধরনের চাপ বা নির্যাতনের অভিযোগ পাওয়া গেলে তা তদন্ত করে দেখা হবে বলে জানিয়েছেন সংশ্লিষ্ট কর্মকর্তারা। — [571, 1241, 812, 1267]
article-subheading: কারা হেফাজতে মৃত্যু বাড়ছে: — [571, 1183, 676, 1194]
article-paragraph: দলীয় নেতাকর্মীদের উদ্দেশে তিনি বলেন, জনগণের পাশে থাকুন। তাদের সুখ-দুঃখের সঙ্গী হোন। তাহলেই জনগণ আপনাদের পাশে থাকবে। — [846, 298, 1102, 321]
divider — [1121, 545, 1384, 546]
article-paragraph: চিকিৎসকরা পরামর্শ দিয়েছেন, নিয়মিত স্বাস্থ্য পরীক্ষা করা উচিত। বিশেষ করে ৪০ বছরের বেশি বয়সীদের বছরে অন্তত একবার পরীক্ষা করানো প্রয়োজন। — [297, 516, 553, 539]
article-paragraph: নির্দিষ্ট সময়ের মধ্যে আলোচনা শেষ করার লক্ষ্য নিয়ে এগোচ্ছে কমিশন। এরপর চূড়ান্ত প্রতিবেদন প্রকাশ করা হবে। — [1120, 361, 1384, 384]
divider — [572, 1098, 827, 1099]
divider — [297, 917, 552, 918]
divider — [16, 1736, 278, 1737]
continued-from-label: শেষ পাতার পর — [397, 751, 454, 763]
article — [297, 586, 552, 718]
article-paragraph: সরকারি সিদ্ধান্ত মেনে নেয়া হবে বলে জানিয়েছে দলগুলো। তবে গণভোট কবে কীভাবে হবে সে বিষয়ে স্পষ্ট ঘোষণা চেয়েছে তারা। — [1120, 598, 1384, 621]
article-paragraph: প্রতিষ্ঠানটির পক্ষ থেকে জানানো হয়, শিক্ষা ও স্বাস্থ্য খাতে তার অবদান অনস্বীকার্য। বিশ্বজুড়ে বহু মানুষ তার প্রতিষ্ঠিত উদ্যোগের সুবিধা পাচ্ছেন। — [571, 826, 828, 849]
article-headline: অজ্ঞাতনামা লাশ আর কারা হেফাজতে — [577, 1109, 822, 1129]
article-paragraph: চিকিৎসকদের পরামর্শ অনুযায়ী তাকে দ্রুত বিদেশে নেয়ার প্রস্তুতি চলছে। পরিবারের সদস্যরা সবার কাছে দোয়া চেয়েছেন। — [297, 657, 553, 681]
continued-from-label: ১ম পাতার পর — [1225, 95, 1279, 107]
article-paragraph: এআই দিয়ে তৈরি ও পরিচালিত নানা সিস্টেমের কারণে আগামী দিনে চাকরির বাজারে বড় পরিবর্তন আসবে বলে মনে করছেন বিশেষজ্ঞরা। — [571, 386, 828, 409]
article-paragraph: আইন শৃঙ্খলা রক্ষাকারী বাহিনীও বিষয়টি নজরদারিতে রেখেছে বলে জানিয়েছে পুলিশের একটি সূত্র। যেকোনো ধরনের অপ্রীতিকর ঘটনা এড়াতে নিরাপত্তা ব্যবস্থা জোরদার করা হয়েছে। — [16, 960, 279, 996]
article-paragraph: বক্তারা বলেন, ধর্মীয় উসকানি দিয়ে দেশে অস্থিরতা তৈরির চেষ্টা চলছে। এ ধরনের অপচেষ্টা রুখে দিতে সবাইকে ঐক্যবদ্ধ থাকতে হবে। — [297, 173, 553, 196]
article-paragraph: অবিলম্বে চাকরি ফিরিয়ে দেয়ার দাবি জানিয়ে তারা বলেন, দাবি আদায় না হওয়া পর্যন্ত আন্দোলন চালিয়ে যাবেন। প্রয়োজনে কঠোর কর্মসূচি ঘোষণা করা হবে। — [16, 1381, 279, 1404]
article-paragraph: তিনি আরো বলেন, অদূর ভবিষ্যতে পুরোপুরি এআই নির্ভর কনটেন্টও হবে এবং সামাজিক যোগাযোগ মাধ্যমের তৃতীয় যুগ। তিনি মনে করেন, বিষয়বস্তুটি রেকমেন্ডেশন সিস্টেম এবং কনটেন্টের ‘ডেলিভারি’ কৌশল পাল্টে দেবে। নতুন সময়ের কনটেন্টের একটি উদাহরণ। আগ্রহ আসলেও তা আপনাকে আনন্দের লোক অথবা কাজের জন্য গুরুত্বপূর্ণ। — [16, 197, 279, 257]
divider — [1121, 391, 1384, 392]
article — [572, 1371, 827, 1532]
article-paragraph: দেশের উন্নয়নে দক্ষ জনশক্তি গড়ে তোলার ওপরও গুরুত্ব দেন বক্তারা। সেই সঙ্গে দুর্নীতি প্রতিরোধে কঠোর পদক্ষেপ নেয়ার আহ্বান জানান তারা। — [16, 1227, 279, 1250]
article-paragraph: ফাঁস হওয়া নথিতে আরো দেখা যায়, আন্তর্জাতিক আদালতে ইসরায়েলের বিরুদ্ধে আনা অভিযোগগুলো দুর্বল করতে নানা পদক্ষেপ নেয়া হচ্ছে। এই প্রচেষ্টার অংশ হিসেবে বিভিন্ন দেশের আইনজীবী ও বিশেষজ্ঞদের সঙ্গেও যোগাযোগ করা হয়েছে বলে উল্লেখ রয়েছে। — [16, 699, 279, 746]
article-paragraph: তিনি পেশায় একজন চিকিৎসক। স্বামীর সঙ্গে মিলে প্রতিষ্ঠিত দাতব্য সংস্থাটির মাধ্যমে বিশ্বের নানা প্রান্তে সহায়তা কার্যক্রম পরিচালনা করেন। — [571, 897, 828, 920]
article-paragraph: অভিযানে কয়েকজনকে আটক করা হয়েছে। তাদের জিজ্ঞাসাবাদ করা হচ্ছে বলে জানিয়েছেন সংশ্লিষ্ট থানার ভারপ্রাপ্ত কর্মকর্তা। — [297, 1325, 553, 1348]
article-headline: মাঠেই নামতে পারলো না — [346, 928, 504, 948]
article-paragraph: নিহতদের পরিচয় শনাক্ত করার চেষ্টা চলছে। মরদেহগুলো ময়নাতদন্তের জন্য হাসপাতালের মর্গে পাঠানো হয়েছে। — [571, 1151, 828, 1175]
article-headline: রেকর্ড গড়লেন তানজিদ তামিম — [325, 1070, 525, 1090]
article-headline: ইসি কোন নীতিমালায় মার্কা অন্তর্ভুক্ত — [1137, 402, 1368, 422]
divider — [16, 384, 278, 385]
